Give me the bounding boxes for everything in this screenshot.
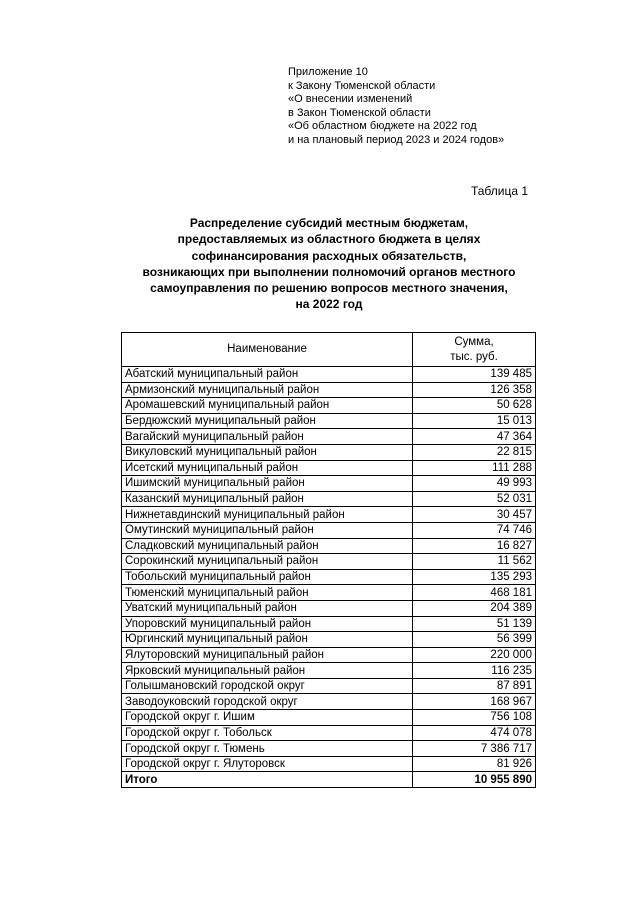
table-row [122,538,536,554]
table-row [122,522,536,538]
total-row [122,772,536,788]
table-row [122,460,536,476]
table-row [122,476,536,492]
row-name-cell: Исетский муниципальный район [122,460,413,476]
row-sum-cell: 51 139 [413,616,536,632]
row-name-cell: Заводоуковский городской округ [122,694,413,710]
row-sum-cell: 111 288 [413,460,536,476]
column-header-name: Наименование [122,333,413,367]
row-sum-cell: 15 013 [413,413,536,429]
appendix-line: Приложение 10 [288,66,368,78]
row-name-cell: Сладковский муниципальный район [122,538,413,554]
row-sum-cell: 16 827 [413,538,536,554]
table-row [122,491,536,507]
row-sum-cell: 116 235 [413,663,536,679]
row-name-cell: Городской округ г. Ялуторовск [122,756,413,772]
appendix-line: в Закон Тюменской области [288,106,431,119]
table-row [122,382,536,398]
title-line: предоставляемых из областного бюджета в целях [177,232,481,247]
appendix-line: «Об областном бюджете на 2022 год [288,120,477,133]
column-header-sum [413,333,536,367]
document-title [120,215,538,313]
table-row [122,632,536,648]
column-header-sum-line2: тыс. руб. [450,350,498,363]
row-sum-cell: 56 399 [413,632,536,648]
table-label: Таблица 1 [470,184,528,198]
row-sum-cell: 52 031 [413,491,536,507]
row-name-cell: Викуловский муниципальный район [122,444,413,460]
row-name-cell: Нижнетавдинский муниципальный район [122,507,413,523]
table-row [122,585,536,601]
table-row [122,647,536,663]
title-line: самоуправления по решению вопросов местного значения, [150,281,508,296]
row-name-cell: Аромашевский муниципальный район [122,398,413,414]
row-sum-cell: 47 364 [413,429,536,445]
row-name-cell: Ялуторовский муниципальный район [122,647,413,663]
row-name-cell: Вагайский муниципальный район [122,429,413,445]
table-row [122,429,536,445]
title-line: на 2022 год [295,297,363,312]
table-row [122,398,536,414]
table-row [122,616,536,632]
title-line: Распределение субсидий местным бюджетам, [189,216,469,230]
table-row [122,741,536,757]
table-header-row [122,333,536,367]
title-line: софинансирования расходных обязательств, [191,248,467,263]
row-name-cell: Омутинский муниципальный район [122,522,413,538]
total-label-cell: Итого [122,772,413,788]
table-row [122,710,536,726]
row-sum-cell: 49 993 [413,476,536,492]
table-row [122,725,536,741]
row-sum-cell: 50 628 [413,398,536,414]
row-sum-cell: 81 926 [413,756,536,772]
table-row [122,367,536,383]
table-row [122,413,536,429]
title-line: возникающих при выполнении полномочий органов местного [142,264,516,279]
appendix-line: и на плановый период 2023 и 2024 годов» [288,133,505,146]
row-sum-cell: 135 293 [413,569,536,585]
row-name-cell: Сорокинский муниципальный район [122,554,413,570]
appendix-line: «О внесении изменений [288,93,413,106]
column-header-sum-line1: Сумма, [454,335,494,348]
table-row [122,694,536,710]
row-sum-cell: 468 181 [413,585,536,601]
row-name-cell: Городской округ г. Тюмень [122,741,413,757]
table-row [122,678,536,694]
table-body [122,367,536,788]
row-sum-cell: 204 389 [413,600,536,616]
row-name-cell: Бердюжский муниципальный район [122,413,413,429]
row-name-cell: Тюменский муниципальный район [122,585,413,601]
row-name-cell: Армизонский муниципальный район [122,382,413,398]
row-sum-cell: 168 967 [413,694,536,710]
row-name-cell: Юргинский муниципальный район [122,632,413,648]
row-sum-cell: 11 562 [413,554,536,570]
table-row [122,569,536,585]
row-sum-cell: 139 485 [413,367,536,383]
appendix-line: к Закону Тюменской области [288,79,436,92]
total-sum-cell: 10 955 890 [413,772,536,788]
row-sum-cell: 126 358 [413,382,536,398]
row-sum-cell: 474 078 [413,725,536,741]
subsidy-table [121,332,536,788]
table-row [122,554,536,570]
row-sum-cell: 22 815 [413,444,536,460]
row-name-cell: Голышмановский городской округ [122,678,413,694]
row-name-cell: Городской округ г. Тобольск [122,725,413,741]
row-name-cell: Ярковский муниципальный район [122,663,413,679]
row-name-cell: Казанский муниципальный район [122,491,413,507]
row-sum-cell: 756 108 [413,710,536,726]
row-sum-cell: 30 457 [413,507,536,523]
row-sum-cell: 74 746 [413,522,536,538]
row-sum-cell: 7 386 717 [413,741,536,757]
row-name-cell: Тобольский муниципальный район [122,569,413,585]
row-sum-cell: 220 000 [413,647,536,663]
row-name-cell: Ишимский муниципальный район [122,476,413,492]
row-sum-cell: 87 891 [413,678,536,694]
appendix-header [288,66,504,148]
row-name-cell: Упоровский муниципальный район [122,616,413,632]
table-row [122,663,536,679]
row-name-cell: Уватский муниципальный район [122,600,413,616]
table-row [122,507,536,523]
row-name-cell: Абатский муниципальный район [122,367,413,383]
row-name-cell: Городской округ г. Ишим [122,710,413,726]
table-row [122,756,536,772]
table-row [122,444,536,460]
table-row [122,600,536,616]
